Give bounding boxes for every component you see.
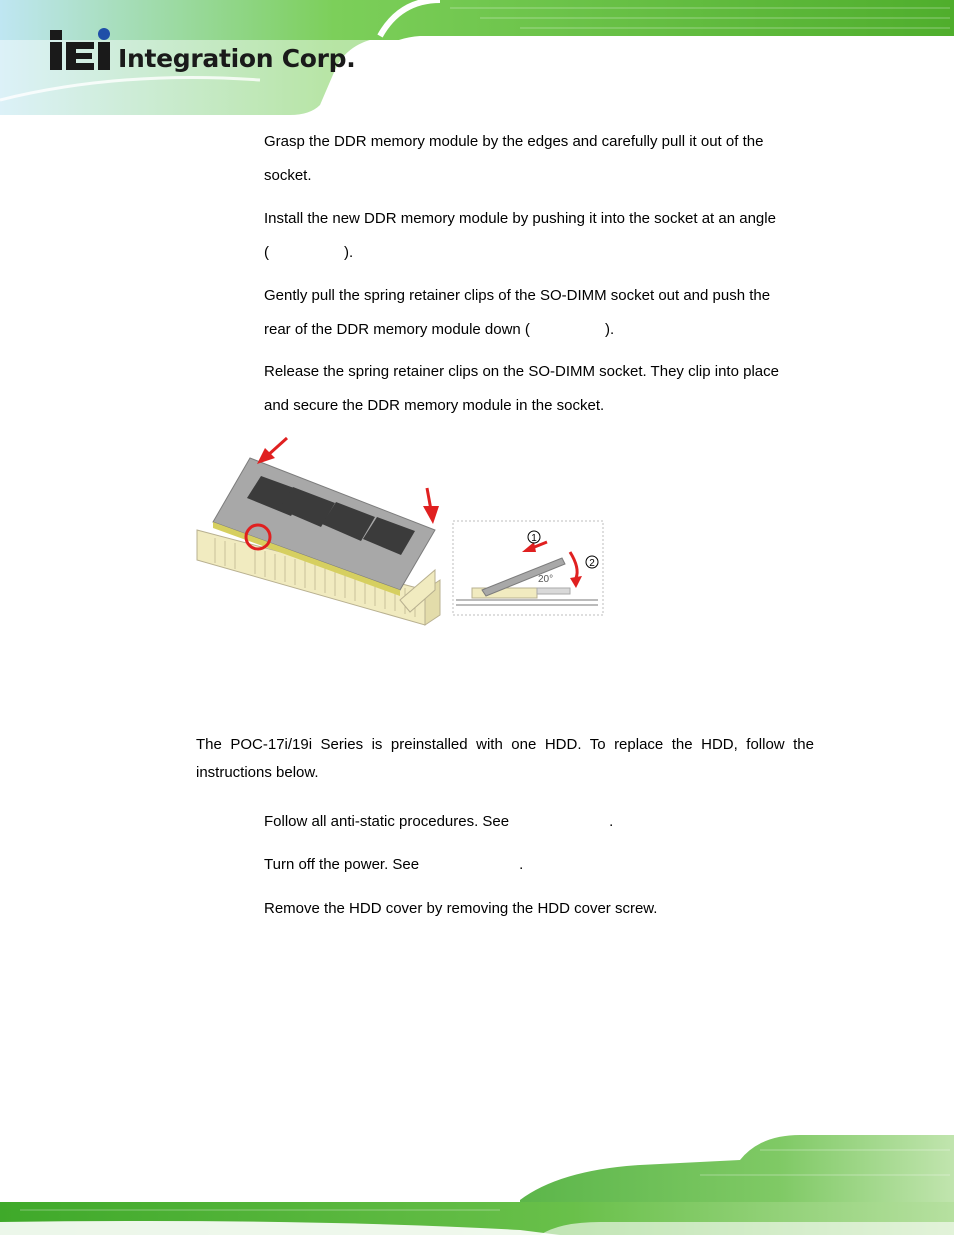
hdd-intro-paragraph: The POC-17i/19i Series is preinstalled with one HDD. To replace the HDD, follow the instructions below. <box>196 736 814 781</box>
insertion-angle-inset <box>452 520 604 616</box>
memory-step-4 <box>264 355 824 423</box>
step-line: Release the spring retainer clips on the SO-DIMM socket. They clip into place <box>264 363 779 380</box>
hdd-step-3: Remove the HDD cover by removing the HDD cover screw. <box>264 900 658 917</box>
step-line: rear of the DDR memory module down ( ). <box>264 321 615 338</box>
angle-detail-diagram <box>452 520 604 616</box>
step-line: Gently pull the spring retainer clips of the SO-DIMM socket out and push the <box>264 287 771 304</box>
memory-step-1 <box>264 125 824 193</box>
step-line: and secure the DDR memory module in the socket. <box>264 397 605 414</box>
logo-text: Integration Corp. <box>118 44 356 73</box>
memory-step-3 <box>264 279 824 347</box>
iei-logo-mark-icon <box>48 28 118 78</box>
step-line: socket. <box>264 167 312 184</box>
footer-band <box>0 1130 954 1235</box>
step-line: Install the new DDR memory module by pushing it into the socket at an angle <box>264 210 776 227</box>
step-line: Grasp the DDR memory module by the edges and carefully pull it out of the <box>264 133 764 150</box>
hdd-step-1: Follow all anti-static procedures. See . <box>264 813 614 830</box>
insert-arrow-icon <box>257 438 287 464</box>
angle-label: 20° <box>538 574 554 585</box>
callout-2: 2 <box>589 558 595 569</box>
callout-1: 1 <box>531 533 537 544</box>
press-down-arrow-icon <box>423 488 439 524</box>
memory-step-2 <box>264 202 824 270</box>
step-line: ( ). <box>264 244 354 261</box>
hdd-step-2: Turn off the power. See . <box>264 856 524 873</box>
